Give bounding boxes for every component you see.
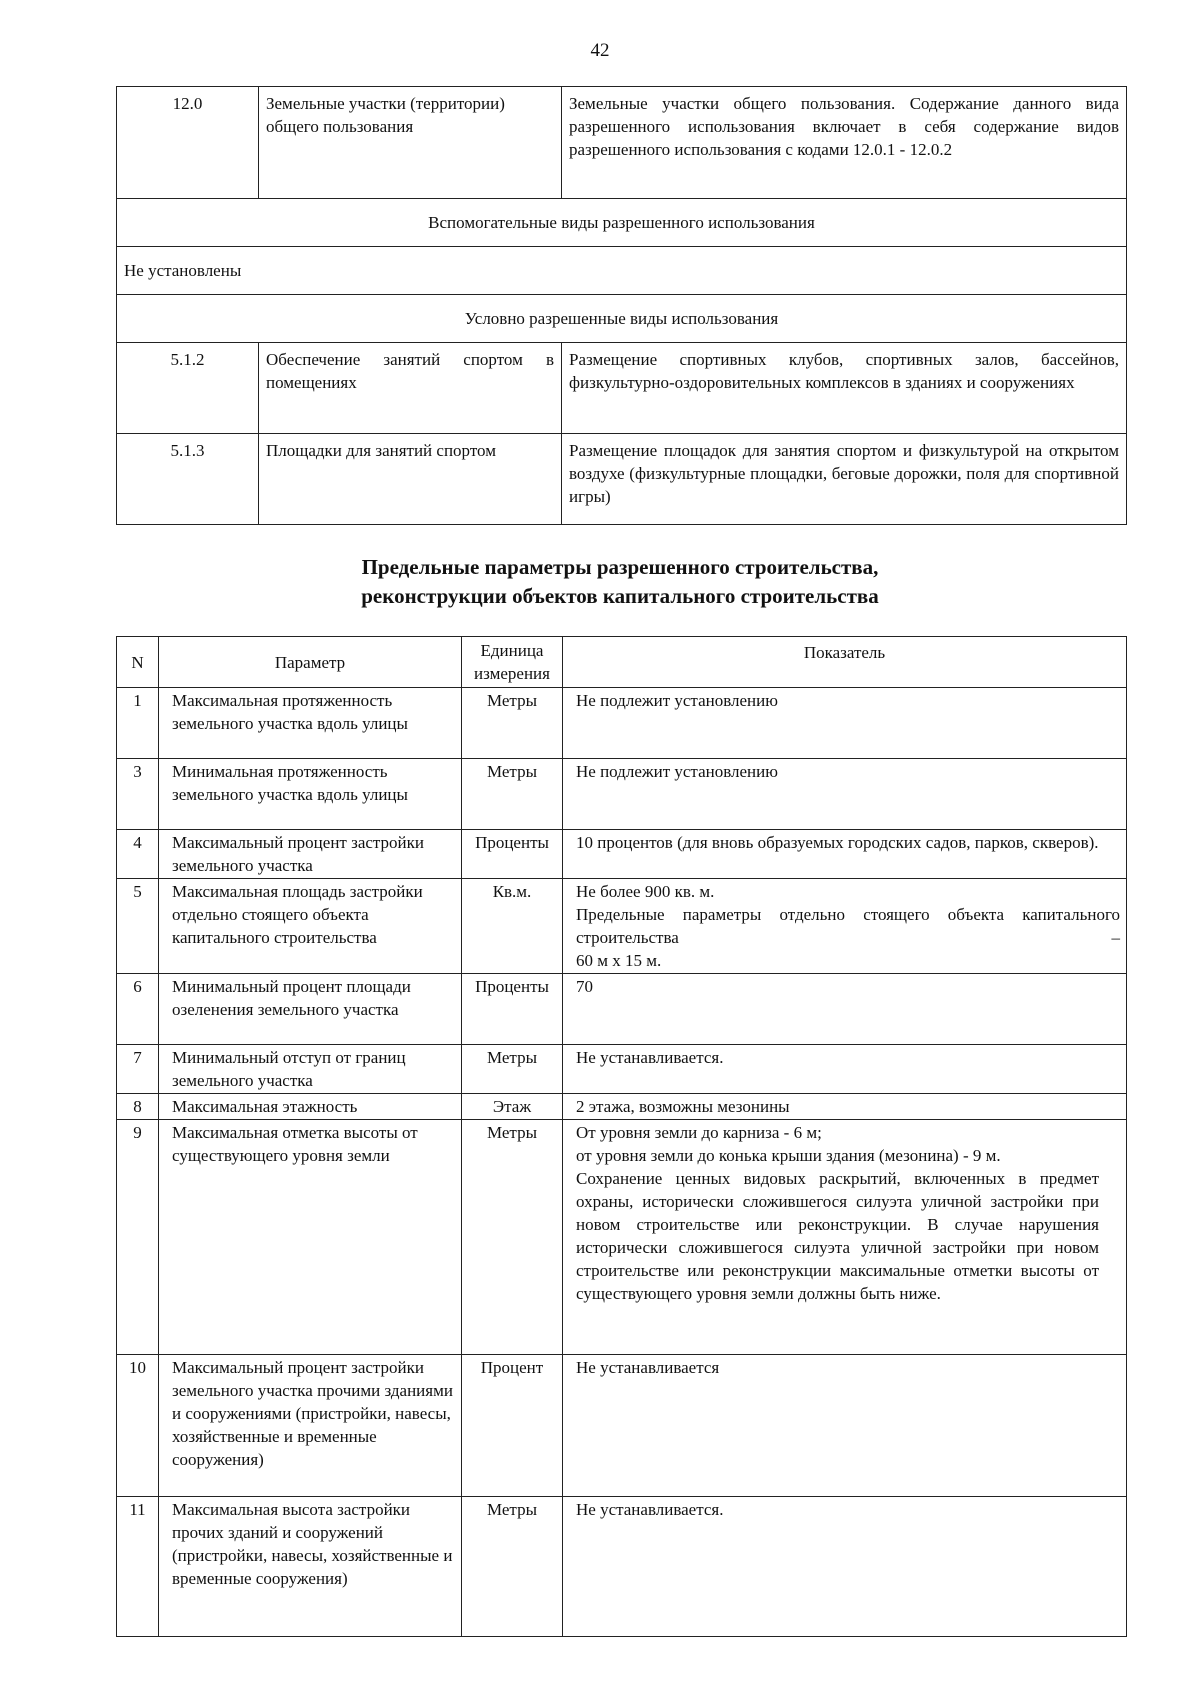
heading-line-2: реконструкции объектов капитального строительства bbox=[361, 584, 879, 608]
use-name: Обеспечение занятий спортом в помещениях bbox=[259, 343, 562, 434]
use-code: 5.1.2 bbox=[117, 343, 259, 434]
table-row bbox=[117, 434, 1127, 525]
row-unit: Проценты bbox=[462, 974, 563, 1045]
use-description: Размещение спортивных клубов, спортивных залов, бассейнов, физкультурно-оздоровительных комплексов в зданиях и сооружениях bbox=[562, 343, 1127, 434]
row-value: Не устанавливается. bbox=[563, 1497, 1127, 1637]
use-code: 12.0 bbox=[117, 87, 259, 199]
row-unit: Этаж bbox=[462, 1094, 563, 1120]
row-value: Не устанавливается. bbox=[563, 1045, 1127, 1094]
row-value: 2 этажа, возможны мезонины bbox=[563, 1094, 1127, 1120]
section-row bbox=[117, 295, 1127, 343]
table-row bbox=[117, 87, 1127, 199]
auxiliary-uses-header: Вспомогательные виды разрешенного использования bbox=[117, 199, 1127, 247]
row-number: 6 bbox=[117, 974, 159, 1045]
row-unit: Метры bbox=[462, 1497, 563, 1637]
row-number: 7 bbox=[117, 1045, 159, 1094]
use-description: Размещение площадок для занятия спортом и физкультурой на открытом воздухе (физкультурные площадки, беговые дорожки, поля для спортивной игры) bbox=[562, 434, 1127, 525]
row-value: Не устанавливается bbox=[563, 1355, 1127, 1497]
row-unit: Метры bbox=[462, 1045, 563, 1094]
header-n: N bbox=[117, 637, 159, 688]
value-line: От уровня земли до карниза - 6 м; bbox=[576, 1123, 822, 1142]
table-row bbox=[117, 1094, 1127, 1120]
conditional-uses-header: Условно разрешенные виды использования bbox=[117, 295, 1127, 343]
table-row bbox=[117, 1120, 1127, 1355]
header-indicator: Показатель bbox=[563, 637, 1127, 688]
table-row bbox=[117, 1045, 1127, 1094]
row-unit: Процент bbox=[462, 1355, 563, 1497]
table-row bbox=[117, 343, 1127, 434]
auxiliary-uses-value: Не установлены bbox=[117, 247, 1127, 295]
row-number: 4 bbox=[117, 830, 159, 879]
row-number: 1 bbox=[117, 688, 159, 759]
row-parameter: Минимальная протяженность земельного участка вдоль улицы bbox=[159, 759, 462, 830]
row-parameter: Максимальная протяженность земельного участка вдоль улицы bbox=[159, 688, 462, 759]
value-line: Предельные параметры отдельно стоящего объекта капитального строительства – bbox=[576, 905, 1120, 947]
row-parameter: Максимальная этажность bbox=[159, 1094, 462, 1120]
row-unit: Проценты bbox=[462, 830, 563, 879]
row-unit: Метры bbox=[462, 1120, 563, 1355]
row-number: 9 bbox=[117, 1120, 159, 1355]
row-parameter: Максимальная отметка высоты от существующего уровня земли bbox=[159, 1120, 462, 1355]
table-row bbox=[117, 247, 1127, 295]
row-value bbox=[563, 879, 1127, 974]
row-parameter: Максимальная площадь застройки отдельно стоящего объекта капитального строительства bbox=[159, 879, 462, 974]
row-number: 5 bbox=[117, 879, 159, 974]
row-parameter: Максимальный процент застройки земельного участка прочими зданиями и сооружениями (пристройки, навесы, хозяйственные и временные сооружения) bbox=[159, 1355, 462, 1497]
row-value: Не подлежит установлению bbox=[563, 688, 1127, 759]
value-line: Не более 900 кв. м. bbox=[576, 882, 715, 901]
value-line: 60 м х 15 м. bbox=[576, 951, 662, 970]
header-row bbox=[117, 637, 1127, 688]
row-unit: Кв.м. bbox=[462, 879, 563, 974]
table-row bbox=[117, 879, 1127, 974]
table-row bbox=[117, 1355, 1127, 1497]
row-number: 8 bbox=[117, 1094, 159, 1120]
use-name: Площадки для занятий спортом bbox=[259, 434, 562, 525]
row-number: 3 bbox=[117, 759, 159, 830]
row-value: 10 процентов (для вновь образуемых городских садов, парков, скверов). bbox=[563, 830, 1127, 879]
table-row bbox=[117, 688, 1127, 759]
value-line: Сохранение ценных видовых раскрытий, включенных в предмет охраны, исторически сложившегося силуэта уличной застройки при новом строительстве или реконструкции. В случае нарушения исторически сложившегося силуэта уличной застройки при новом строительстве или реконструкции максимальные отметки высоты от существующего уровня земли должны быть ниже. bbox=[576, 1169, 1099, 1303]
section-heading bbox=[0, 553, 1200, 611]
page-number: 42 bbox=[590, 40, 610, 61]
row-value: Не подлежит установлению bbox=[563, 759, 1127, 830]
header-parameter: Параметр bbox=[159, 637, 462, 688]
section-row bbox=[117, 199, 1127, 247]
row-unit: Метры bbox=[462, 688, 563, 759]
row-parameter: Минимальный отступ от границ земельного участка bbox=[159, 1045, 462, 1094]
parameters-table bbox=[116, 636, 1127, 1637]
row-value: 70 bbox=[563, 974, 1127, 1045]
row-number: 10 bbox=[117, 1355, 159, 1497]
heading-line-1: Предельные параметры разрешенного строительства, bbox=[361, 555, 879, 579]
row-parameter: Максимальный процент застройки земельного участка bbox=[159, 830, 462, 879]
row-value bbox=[563, 1120, 1127, 1355]
land-use-table bbox=[116, 86, 1127, 525]
row-unit: Метры bbox=[462, 759, 563, 830]
header-unit: Единица измерения bbox=[462, 637, 563, 688]
use-name: Земельные участки (территории) общего пользования bbox=[259, 87, 562, 199]
value-line: от уровня земли до конька крыши здания (мезонина) - 9 м. bbox=[576, 1146, 1001, 1165]
table-row bbox=[117, 759, 1127, 830]
use-description: Земельные участки общего пользования. Содержание данного вида разрешенного использования включает в себя содержание видов разрешенного использования с кодами 12.0.1 - 12.0.2 bbox=[562, 87, 1127, 199]
table-row bbox=[117, 830, 1127, 879]
table-row bbox=[117, 974, 1127, 1045]
table-row bbox=[117, 1497, 1127, 1637]
row-number: 11 bbox=[117, 1497, 159, 1637]
use-code: 5.1.3 bbox=[117, 434, 259, 525]
row-parameter: Минимальный процент площади озеленения земельного участка bbox=[159, 974, 462, 1045]
row-parameter: Максимальная высота застройки прочих зданий и сооружений (пристройки, навесы, хозяйственные и временные сооружения) bbox=[159, 1497, 462, 1637]
